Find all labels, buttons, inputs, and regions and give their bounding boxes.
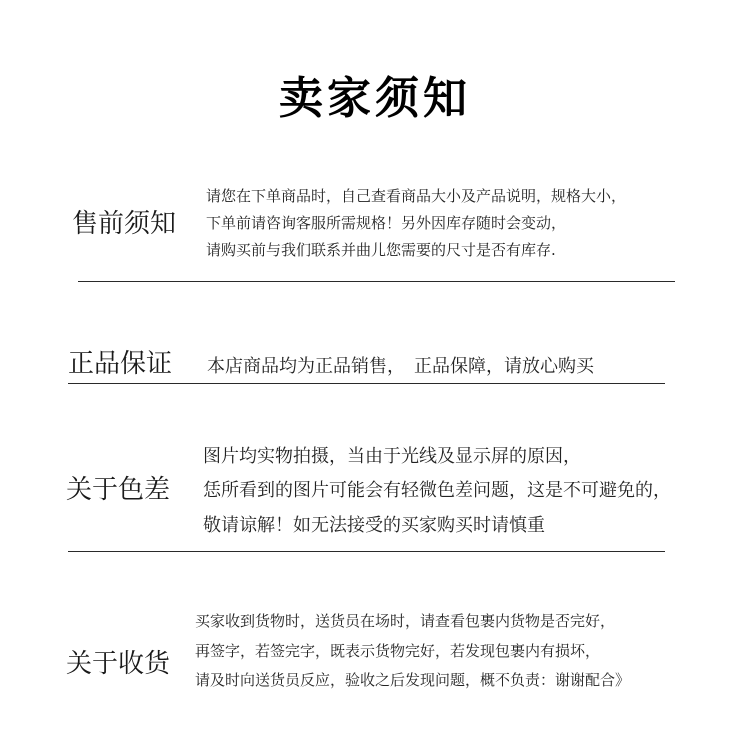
color-line-1: 图片均实物拍摄，当由于光线及显示屏的原因， — [203, 446, 581, 467]
color-line-3: 敬请谅解！如无法接受的买家购买时请慎重 — [203, 515, 545, 536]
divider-color — [68, 551, 665, 552]
section-label-presale: 售前须知 — [72, 209, 177, 239]
receiving-line-3: 请及时向送货员反应，验收之后发现问题，概不负责：谢谢配合》 — [195, 671, 631, 689]
presale-line-1: 请您在下单商品时，自己查看商品大小及产品说明，规格大小， — [206, 187, 627, 205]
receiving-line-2: 再签字，若签完字，既表示货物完好，若发现包裹内有损坏， — [195, 642, 601, 660]
page-title: 卖家须知 — [279, 73, 471, 124]
section-label-color-difference: 关于色差 — [66, 475, 171, 505]
divider-authentic — [68, 383, 665, 384]
divider-presale — [78, 281, 675, 282]
presale-line-2: 下单前请咨询客服所需规格！另外因库存随时会变动， — [206, 214, 567, 232]
authentic-line-1: 本店商品均为正品销售， 正品保障，请放心购买 — [207, 356, 594, 377]
section-label-receiving: 关于收货 — [66, 649, 171, 679]
color-line-2: 恁所看到的图片可能会有轻微色差问题，这是不可避免的， — [203, 480, 671, 501]
receiving-line-1: 买家收到货物时，送货员在场时，请查看包裹内货物是否完好， — [195, 612, 616, 630]
presale-line-3: 请购买前与我们联系并曲儿您需要的尺寸是否有库存. — [206, 241, 556, 259]
section-label-authentic: 正品保证 — [68, 349, 173, 379]
